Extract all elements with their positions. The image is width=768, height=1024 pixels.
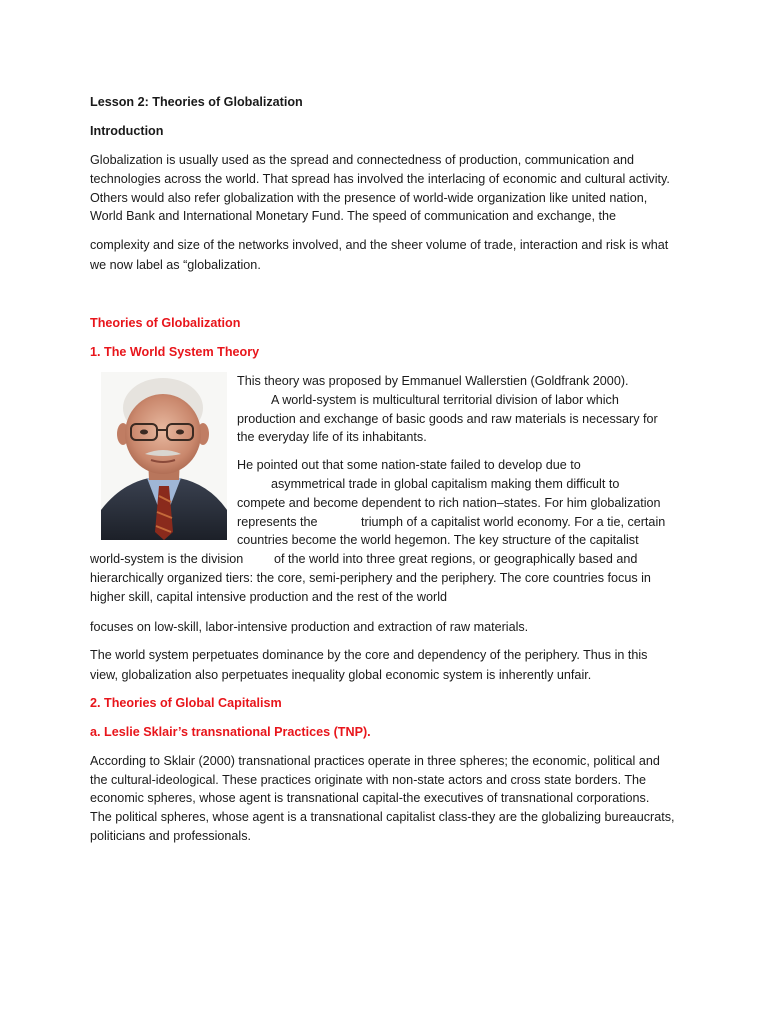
wst-line: focuses on low-skill, labor-intensive production and extraction of raw materials. [90,620,529,634]
wst-line: This theory was proposed by Emmanuel Wallerstien (Goldfrank 2000). [237,374,629,388]
wst-line: view, globalization also perpetuates inequality global economic system is inherently unfair. [90,668,592,682]
wst-line: higher skill, capital intensive production and the rest of the world [90,590,448,604]
global-capitalism-heading: 2. Theories of Global Capitalism [90,696,282,710]
tnp-heading: a. Leslie Sklair’s transnational Practices (TNP). [90,725,371,739]
wst-line: triumph of a capitalist world economy. For a tie, certain [361,515,666,529]
wst-line: The world system perpetuates dominance by the core and dependency of the periphery. Thus in this [90,648,648,662]
tnp-line: According to Sklair (2000) transnational practices operate in three spheres; the economic, political and [90,754,660,768]
wst-line: A world-system is multicultural territorial division of labor which [271,393,619,407]
intro-line: Globalization is usually used as the spread and connectedness of production, communication and [90,153,634,167]
tnp-line: The political spheres, whose agent is a transnational capitalist class-they are the globalizing bureaucrats, [90,810,675,824]
intro-heading: Introduction [90,124,164,138]
lesson-title: Lesson 2: Theories of Globalization [90,95,303,109]
intro-line: World Bank and International Monetary Fund. The speed of communication and exchange, the [90,209,616,223]
wst-line: production and exchange of basic goods and raw materials is necessary for [237,412,658,426]
wallerstein-photo [101,372,227,540]
wst-line: countries become the world hegemon. The key structure of the capitalist [237,533,639,547]
tnp-line: economic spheres, whose agent is transnational capital-the executives of transnational corporations. [90,791,650,805]
intro-line: technologies across the world. That spread has involved the interlacing of economic and cultural activity. [90,172,670,186]
wst-line: hierarchically organized tiers: the core, semi-periphery and the periphery. The core countries focus in [90,571,651,585]
tnp-line: the cultural-ideological. These practices originate with non-state actors and cross state borders. The [90,773,647,787]
wst-line: represents the [237,515,318,529]
tnp-line: politicians and professionals. [90,829,252,843]
intro-line: complexity and size of the networks involved, and the sheer volume of trade, interaction and risk is what [90,238,669,252]
wst-line: of the world into three great regions, or geographically based and [274,552,638,566]
wst-line: compete and become dependent to rich nation–states. For him globalization [237,496,661,510]
wst-line: world-system is the division [90,552,244,566]
intro-line: we now label as “globalization. [90,258,261,272]
wst-line: asymmetrical trade in global capitalism making them difficult to [271,477,620,491]
theories-heading: Theories of Globalization [90,316,241,330]
intro-line: Others would also refer globalization with the presence of world-wide organization like united nation, [90,191,648,205]
portrait-image [101,372,227,540]
world-system-heading: 1. The World System Theory [90,345,260,359]
wst-line: the everyday life of its inhabitants. [237,430,427,444]
wst-line: He pointed out that some nation-state failed to develop due to [237,458,581,472]
